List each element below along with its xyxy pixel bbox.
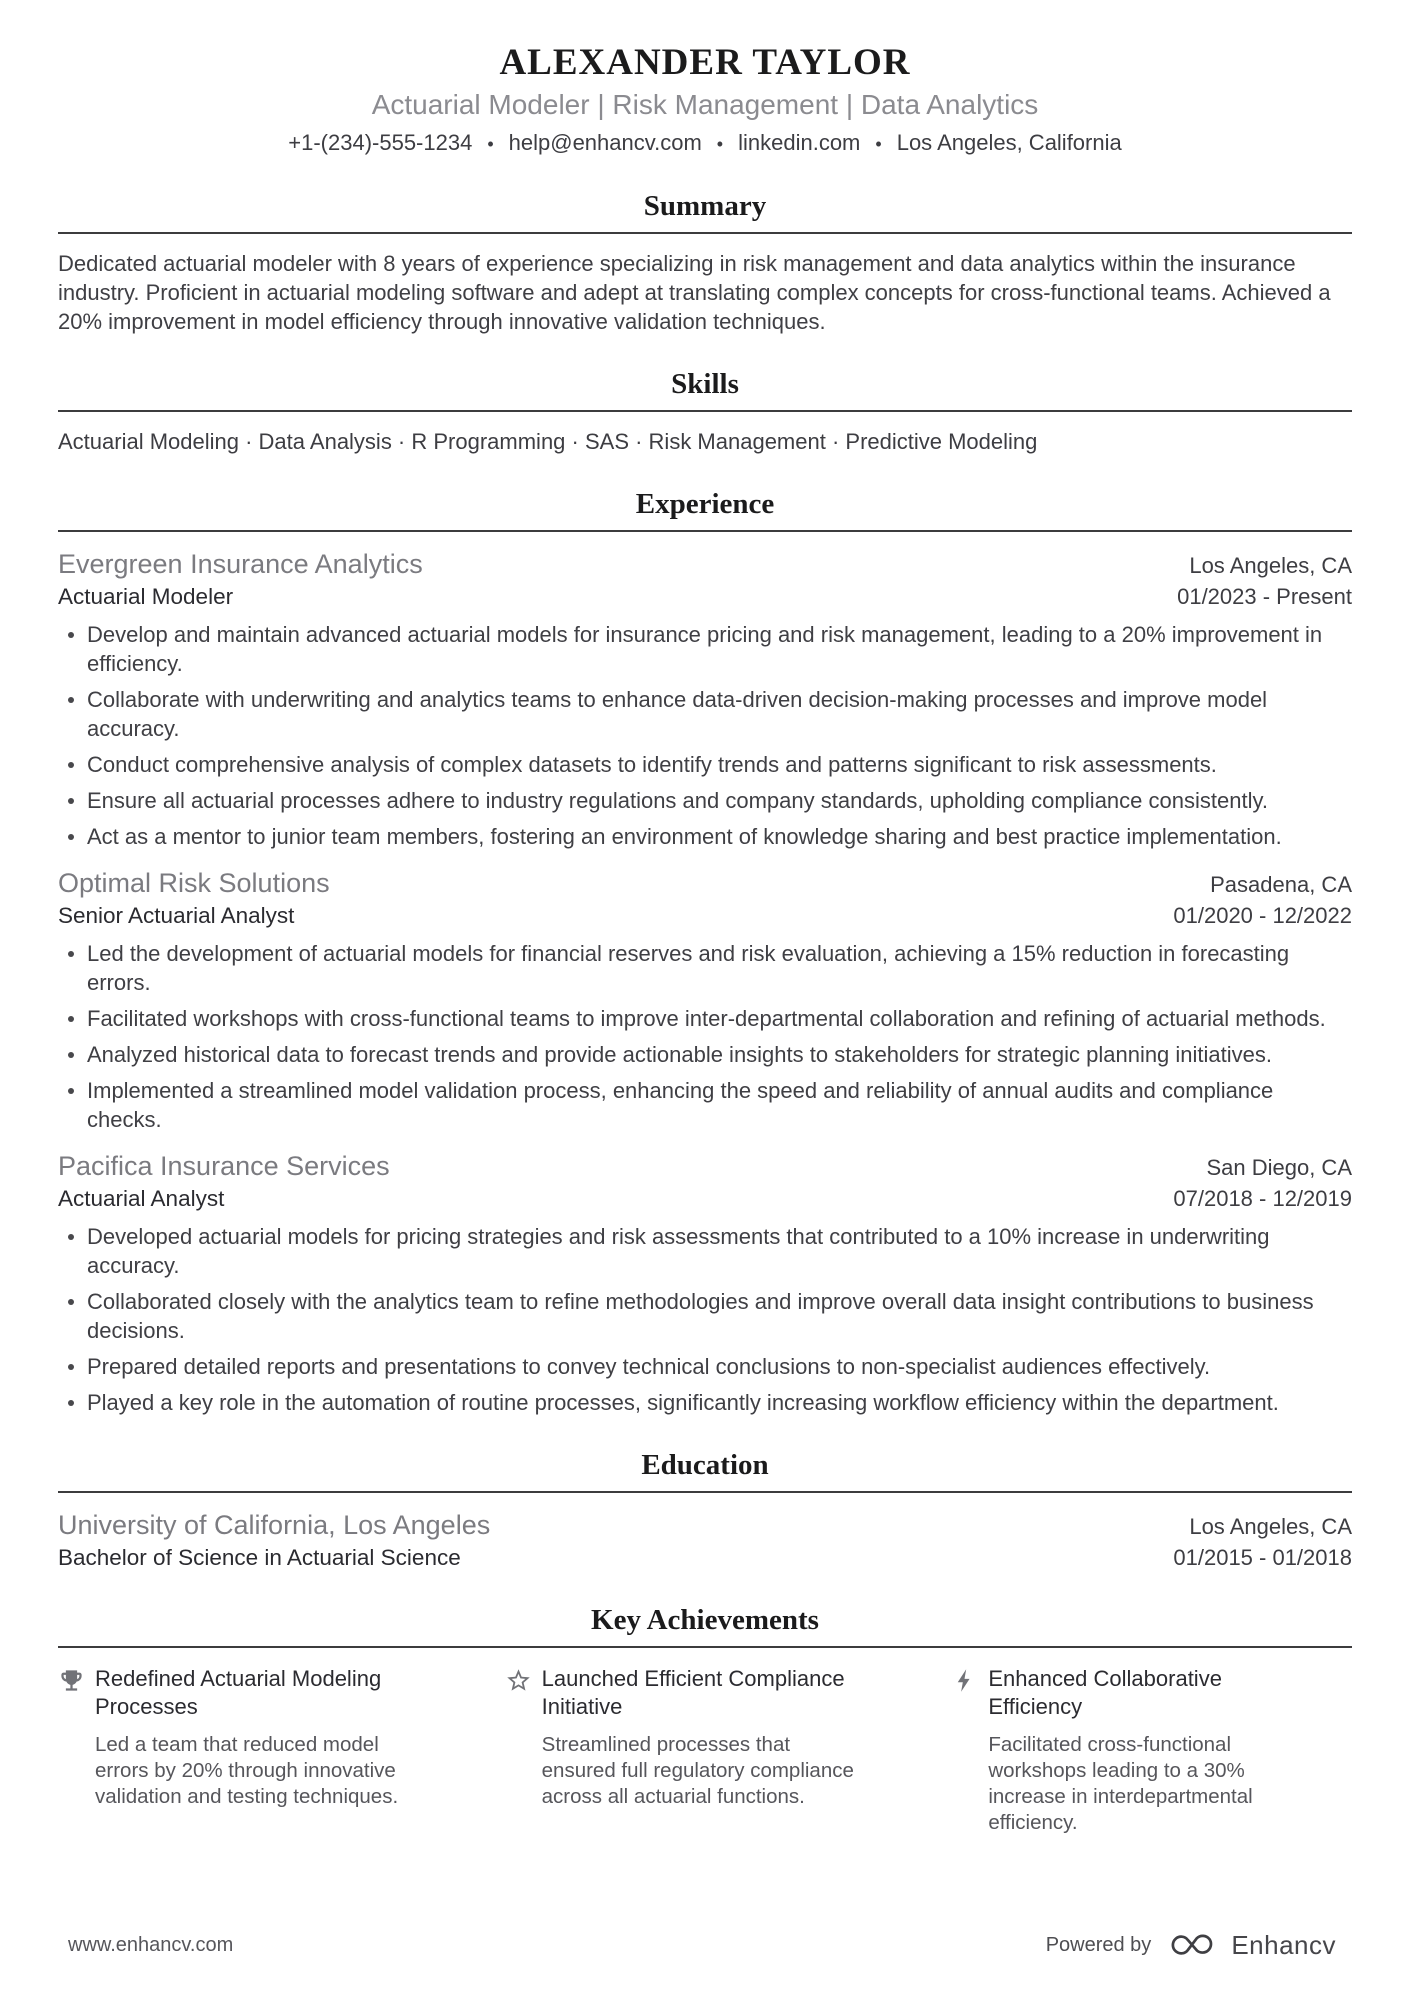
education-section — [58, 1448, 1352, 1572]
achievement-text: Led a team that reduced model errors by 20% through innovative validation and testing techniques. — [95, 1733, 399, 1808]
achievement-item — [505, 1665, 906, 1836]
bullet-item: Facilitated workshops with cross-functional teams to improve inter-departmental collaboration and refining of actuarial methods. — [58, 1004, 1352, 1033]
experience-section — [58, 487, 1352, 1417]
bullet-item: Collaborated closely with the analytics team to refine methodologies and improve overall data insight contributions to business decisions. — [58, 1287, 1352, 1345]
skills-section — [58, 367, 1352, 456]
job-dates: 01/2020 - 12/2022 — [1173, 903, 1352, 928]
achievement-title: Redefined Actuarial Modeling Processes — [95, 1666, 382, 1719]
dot-separator: • — [716, 134, 724, 154]
job-dates: 07/2018 - 12/2019 — [1173, 1186, 1352, 1211]
job-dates: 01/2023 - Present — [1177, 584, 1352, 609]
achievement-item — [58, 1665, 459, 1836]
job-bullets — [58, 620, 1352, 851]
enhancv-brand-name[interactable]: Enhancv — [1231, 1929, 1336, 1960]
bullet-item: Led the development of actuarial models for financial reserves and risk evaluation, achieving a 15% reduction in forecasting errors. — [58, 939, 1352, 997]
section-divider — [58, 1646, 1352, 1648]
company-name: Evergreen Insurance Analytics — [58, 549, 423, 579]
bullet-item: Analyzed historical data to forecast trends and provide actionable insights to stakeholders for strategic planning initiatives. — [58, 1040, 1352, 1069]
skills-list: Actuarial Modeling · Data Analysis · R Programming · SAS · Risk Management · Predictive Modeling — [58, 429, 1038, 454]
bullet-item: Collaborate with underwriting and analytics teams to enhance data-driven decision-making processes and improve model accuracy. — [58, 685, 1352, 743]
experience-heading: Experience — [635, 488, 775, 520]
education-dates: 01/2015 - 01/2018 — [1173, 1545, 1352, 1570]
achievement-text: Streamlined processes that ensured full regulatory compliance across all actuarial functions. — [541, 1733, 854, 1808]
bullet-item: Prepared detailed reports and presentations to convey technical conclusions to non-specialist audiences effectively. — [58, 1352, 1352, 1381]
contact-row — [58, 129, 1352, 158]
job-title: Actuarial Analyst — [58, 1186, 225, 1211]
job-bullets — [58, 939, 1352, 1134]
bullet-item: Developed actuarial models for pricing strategies and risk assessments that contributed to a 10% increase in underwriting accuracy. — [58, 1222, 1352, 1280]
bullet-item: Played a key role in the automation of routine processes, significantly increasing workflow efficiency within the department. — [58, 1388, 1352, 1417]
job-title: Actuarial Modeler — [58, 584, 234, 609]
school-location: Los Angeles, CA — [1189, 1514, 1352, 1539]
bullet-item: Act as a mentor to junior team members, fostering an environment of knowledge sharing and best practice implementation. — [58, 822, 1352, 851]
page-footer — [0, 1929, 1410, 1961]
section-divider — [58, 232, 1352, 234]
section-divider — [58, 1491, 1352, 1493]
dot-separator: • — [875, 134, 882, 154]
job-entry — [58, 867, 1352, 1134]
powered-by-group — [1046, 1929, 1336, 1961]
footer-site-link[interactable]: www.enhancv.com — [68, 1933, 234, 1956]
education-heading: Education — [641, 1449, 769, 1481]
job-title: Senior Actuarial Analyst — [58, 903, 295, 928]
education-entry — [58, 1509, 1352, 1572]
job-location: San Diego, CA — [1206, 1155, 1352, 1180]
website-link[interactable]: linkedin.com — [738, 130, 861, 155]
achievements-grid — [58, 1665, 1352, 1836]
person-name: ALEXANDER TAYLOR — [499, 42, 911, 83]
email-link[interactable]: help@enhancv.com — [508, 130, 702, 155]
headline: Actuarial Modeler | Risk Management | Data Analytics — [371, 89, 1039, 120]
achievements-heading: Key Achievements — [591, 1604, 819, 1636]
job-entry — [58, 548, 1352, 851]
summary-heading: Summary — [643, 190, 767, 222]
lightning-icon — [951, 1667, 978, 1694]
section-divider — [58, 410, 1352, 412]
enhancv-logo-icon — [1166, 1929, 1216, 1961]
star-icon — [505, 1667, 532, 1694]
job-location: Pasadena, CA — [1210, 872, 1352, 897]
skills-heading: Skills — [671, 368, 739, 400]
job-bullets — [58, 1222, 1352, 1417]
achievement-title: Enhanced Collaborative Efficiency — [988, 1666, 1222, 1719]
achievement-item — [951, 1665, 1352, 1836]
achievements-section — [58, 1603, 1352, 1836]
school-name: University of California, Los Angeles — [58, 1510, 491, 1540]
phone-number: +1-(234)-555-1234 — [288, 130, 473, 155]
bullet-item: Implemented a streamlined model validation process, enhancing the speed and reliability of annual audits and compliance checks. — [58, 1076, 1352, 1134]
achievement-text: Facilitated cross-functional workshops leading to a 30% increase in interdepartmental efficiency. — [988, 1733, 1253, 1834]
company-name: Optimal Risk Solutions — [58, 868, 330, 898]
powered-by-label: Powered by — [1045, 1933, 1152, 1956]
summary-section — [58, 189, 1352, 336]
degree-name: Bachelor of Science in Actuarial Science — [58, 1545, 461, 1570]
section-divider — [58, 530, 1352, 532]
bullet-item: Conduct comprehensive analysis of complex datasets to identify trends and patterns significant to risk assessments. — [58, 750, 1352, 779]
dot-separator: • — [487, 134, 494, 154]
company-name: Pacifica Insurance Services — [58, 1151, 390, 1181]
bullet-item: Develop and maintain advanced actuarial models for insurance pricing and risk management, leading to a 20% improvement in efficiency. — [58, 620, 1352, 678]
achievement-title: Launched Efficient Compliance Initiative — [541, 1666, 845, 1719]
job-entry — [58, 1150, 1352, 1417]
location-text: Los Angeles, California — [896, 130, 1122, 155]
resume-header — [58, 42, 1352, 158]
bullet-item: Ensure all actuarial processes adhere to industry regulations and company standards, upholding compliance consistently. — [58, 786, 1352, 815]
trophy-icon — [58, 1667, 85, 1694]
job-location: Los Angeles, CA — [1189, 553, 1352, 578]
summary-text: Dedicated actuarial modeler with 8 years of experience specializing in risk management and data analytics within the insurance industry. Proficient in actuarial modeling software and adept at translating complex concepts for cross-functional teams. Achieved a 20% improvement in model efficiency through innovative validation techniques. — [58, 251, 1331, 334]
